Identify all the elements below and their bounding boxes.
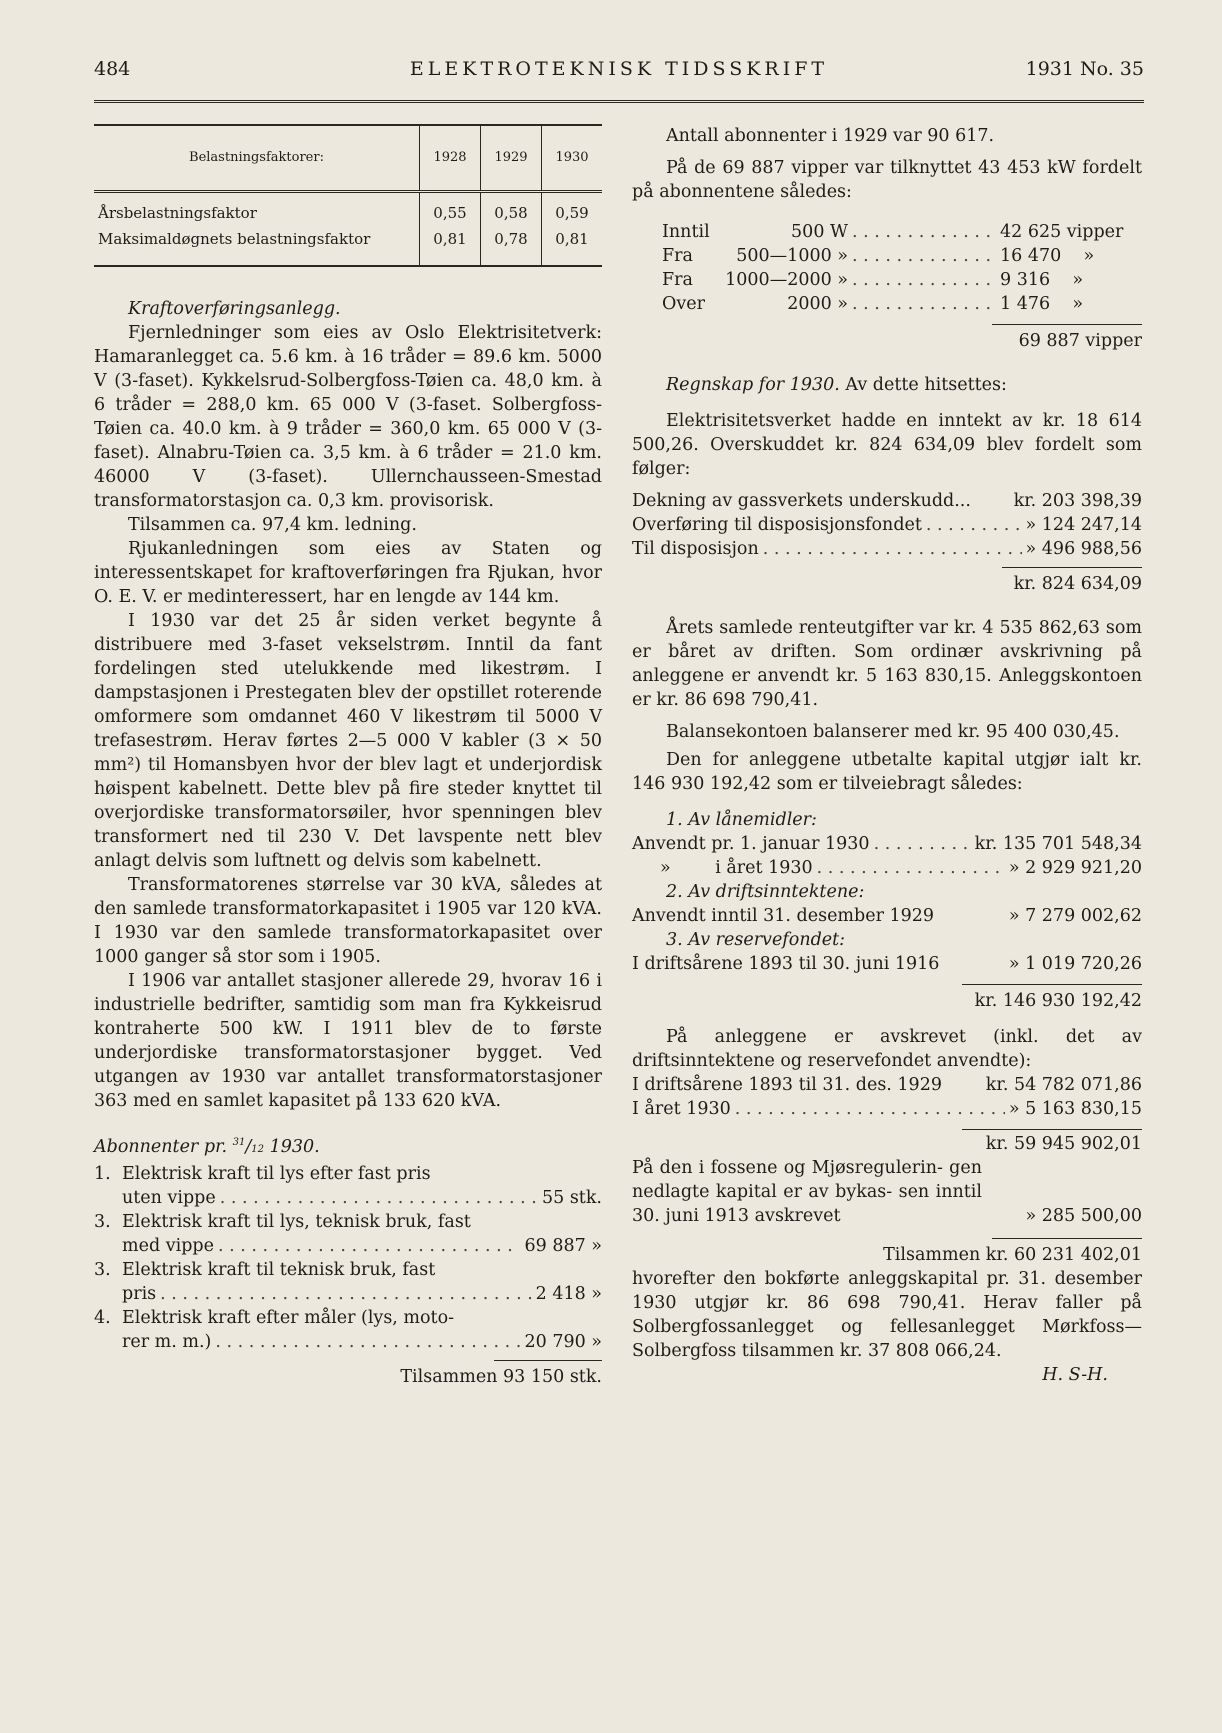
item-number: 3. xyxy=(94,1260,111,1280)
paragraph: Transformatorenes størrelse var 30 kVA, således at den samlede transformatorkapasitet i 1905 var 120 kVA. I 1930 var den samlede transformatorkapasitet over 1000 ganger så stor som i 1905. xyxy=(94,875,602,967)
item-value: 69 887 » xyxy=(524,1236,602,1256)
row-value: 1 476 » xyxy=(1000,294,1084,314)
paragraph: Rjukanledningen som eies av Staten og interessentskapet for kraftoverføringen fra Rjukan, hvor O. E. V. er medinteressert, har en lengde av 144 km. xyxy=(94,539,602,607)
load-factor-table xyxy=(94,124,602,267)
funding-heading: 2. Av driftsinntektene: xyxy=(666,882,865,902)
table-header-year: 1929 xyxy=(481,125,542,192)
table-row xyxy=(632,856,1142,880)
left-column xyxy=(94,124,602,1389)
section-title: Kraftoverføringsanlegg. xyxy=(128,299,341,319)
paragraph: I 1906 var antallet stasjoner allerede 29, hvorav 16 i industrielle bedrifter, samtidig som man fra Kykkeisrud kontraherte 500 kW. I 1911 blev de to første underjordiske transformatorstasjoner bygget. Ved utgangen av 1930 var antallet transformatorstasjoner 363 med en samlet kapasitet på 133 620 kVA. xyxy=(94,971,602,1111)
row-value: 9 316 » xyxy=(1000,270,1084,290)
table-cell: 0,55 xyxy=(420,192,481,226)
page-number: 484 xyxy=(94,58,131,80)
total-rule xyxy=(962,1129,1142,1130)
subscribers-title-text: Abonnenter pr. xyxy=(94,1137,233,1157)
distribution-table xyxy=(632,489,1142,596)
leader-dots xyxy=(160,1282,531,1306)
table-header-row xyxy=(94,125,602,192)
row-label: Fra xyxy=(662,270,693,290)
row-label: I driftsårene 1893 til 30. juni 1916 xyxy=(632,954,940,974)
subscribers-title-year: 1930. xyxy=(264,1137,320,1157)
leader-dots xyxy=(852,268,996,292)
signature: H. S-H. xyxy=(1042,1365,1108,1385)
table-row xyxy=(94,225,602,266)
paragraph: Tilsammen ca. 97,4 km. ledning. xyxy=(128,515,417,535)
vipper-total: 69 887 vipper xyxy=(1018,331,1142,351)
table-row xyxy=(632,513,1142,537)
item-value: 55 stk. xyxy=(541,1188,602,1208)
regnskap-title: Regnskap for 1930. xyxy=(666,375,840,395)
subscribers-total: Tilsammen 93 150 stk. xyxy=(400,1367,602,1387)
row-value: kr. 135 701 548,34 xyxy=(974,834,1142,854)
leader-dots xyxy=(220,1186,538,1210)
row-label: Anvendt inntil 31. desember 1929 xyxy=(632,906,935,926)
row-value: » 5 163 830,15 xyxy=(1008,1099,1142,1119)
total-rule xyxy=(1002,567,1142,568)
table-cell: 0,59 xyxy=(542,192,603,226)
journal-title: ELEKTROTEKNISK TIDSSKRIFT xyxy=(409,58,829,80)
regnskap-rest: Av dette hitsettes: xyxy=(845,375,1007,395)
item-text: rer m. m.) xyxy=(122,1332,212,1352)
subscribers-title xyxy=(94,1135,602,1162)
table-row xyxy=(632,904,1142,928)
grand-total: Tilsammen kr. 60 231 402,01 xyxy=(883,1245,1142,1265)
table-header-label: Belastningsfaktorer: xyxy=(94,125,420,192)
row-label: Til disposisjon xyxy=(632,539,759,559)
writeoff-table xyxy=(632,1073,1142,1156)
table-row-label: Årsbelastningsfaktor xyxy=(98,204,257,222)
writeoffs-total: kr. 59 945 902,01 xyxy=(985,1134,1142,1154)
row-label: Over xyxy=(662,294,705,314)
paragraph: Elektrisitetsverket hadde en inntekt av kr. 18 614 500,26. Overskuddet kr. 824 634,09 blev fordelt som følger: xyxy=(632,411,1142,479)
table-row xyxy=(662,292,1142,316)
item-number: 1. xyxy=(94,1164,111,1184)
row-value: kr. 54 782 071,86 xyxy=(985,1075,1142,1095)
table-row xyxy=(94,192,602,226)
table-row xyxy=(632,1073,1142,1097)
table-cell: 0,78 xyxy=(481,225,542,266)
funding-total: kr. 146 930 192,42 xyxy=(974,991,1142,1011)
table-cell: 0,58 xyxy=(481,192,542,226)
item-value: 2 418 » xyxy=(535,1284,602,1304)
list-item xyxy=(94,1306,602,1354)
table-header-year: 1930 xyxy=(542,125,603,192)
subscribers-title-slash: / xyxy=(245,1137,252,1157)
table-row-label: Maksimaldøgnets belastningsfaktor xyxy=(94,225,420,266)
paragraph: Årets samlede renteutgifter var kr. 4 535 862,63 som er båret av driften. Som ordinær avskrivning på anleggene er anvendt kr. 5 163 830,15. Anleggskontoen er kr. 86 698 790,41. xyxy=(632,618,1142,710)
leader-dots xyxy=(852,292,996,316)
table-row xyxy=(632,537,1142,561)
vipper-table xyxy=(632,220,1142,353)
item-value: 20 790 » xyxy=(524,1332,602,1352)
paragraph: hvorefter den bokførte anleggskapital pr. 31. desember 1930 utgjør kr. 86 698 790,41. Herav faller på Solbergfossanlegget og fellesanlegget Mørkfoss—Solbergfoss tilsammen kr. 37 808 066,24. xyxy=(632,1269,1142,1361)
item-text: Elektrisk kraft efter måler (lys, moto- xyxy=(122,1308,455,1328)
list-item xyxy=(94,1162,602,1210)
table-header-year: 1928 xyxy=(420,125,481,192)
table-row xyxy=(662,220,1142,244)
item-text: Elektrisk kraft til lys, teknisk bruk, fast xyxy=(122,1212,471,1232)
row-label: Inntil xyxy=(662,222,710,242)
row-value: » 496 988,56 xyxy=(1025,539,1142,559)
row-value: » 1 019 720,26 xyxy=(1008,954,1142,974)
funding-table xyxy=(632,808,1142,1013)
row-label: I driftsårene 1893 til 31. des. 1929 xyxy=(632,1075,942,1095)
subscribers-list xyxy=(94,1162,602,1389)
row-range: 2000 » xyxy=(787,294,848,314)
funding-heading: 1. Av lånemidler: xyxy=(666,810,817,830)
leader-dots xyxy=(735,1097,1005,1121)
row-value: kr. 203 398,39 xyxy=(1013,491,1142,511)
paragraph: På de 69 887 vipper var tilknyttet 43 453 kW fordelt på abonnentene således: xyxy=(632,158,1142,202)
row-label: » i året 1930 xyxy=(660,858,813,878)
leader-dots xyxy=(215,1330,520,1354)
list-item xyxy=(94,1258,602,1306)
paragraph: I 1930 var det 25 år siden verket begynte å distribuere med 3-faset vekselstrøm. Inntil da fant fordelingen sted utelukkende med likestrøm. I dampstasjonen i Prestegaten blev der opstillet roterende omformere som omdannet 460 V likestrøm til 5000 V trefasestrøm. Herav førtes 2—5 000 V kabler (3 × 50 mm²) til Homansbyen hvor der blev lagt et underjordisk høispent kabelnett. Dette blev på fire steder knyttet til overjordiske transformatorsøiler, hvor spenningen blev transformert ned til 230 V. Det lavspente nett blev anlagt delvis som luftnett og delvis som kabelnett. xyxy=(94,611,602,871)
distribution-total: kr. 824 634,09 xyxy=(1013,574,1142,594)
item-text: pris xyxy=(122,1284,157,1304)
row-label: I året 1930 xyxy=(632,1099,731,1119)
page-header xyxy=(94,58,1144,92)
item-number: 4. xyxy=(94,1308,111,1328)
table-row xyxy=(662,244,1142,268)
table-row xyxy=(662,268,1142,292)
row-label: Dekning av gassverkets underskudd... xyxy=(632,491,971,511)
total-rule xyxy=(962,984,1142,985)
row-value: 42 625 vipper xyxy=(1000,222,1124,242)
leader-dots xyxy=(852,220,996,244)
total-rule xyxy=(992,1238,1142,1239)
table-cell: 0,81 xyxy=(420,225,481,266)
right-column xyxy=(632,124,1142,1387)
total-rule xyxy=(992,324,1142,325)
subscribers-title-day: 31 xyxy=(232,1137,246,1149)
row-value: » 2 929 921,20 xyxy=(1008,858,1142,878)
leader-dots xyxy=(763,537,1022,561)
leader-dots xyxy=(926,513,1022,537)
row-range: 500—1000 » xyxy=(736,246,848,266)
issue-number: 1931 No. 35 xyxy=(1025,58,1144,80)
item-text: uten vippe xyxy=(122,1188,216,1208)
row-value: 16 470 » xyxy=(1000,246,1095,266)
funding-heading: 3. Av reservefondet: xyxy=(666,930,846,950)
table-row xyxy=(632,1097,1142,1121)
row-value: » 124 247,14 xyxy=(1025,515,1142,535)
bykasse-block xyxy=(632,1156,1142,1228)
subscribers-title-month: 12 xyxy=(251,1144,265,1155)
table-cell: 0,81 xyxy=(542,225,603,266)
paragraph: Den for anleggene utbetalte kapital utgjør ialt kr. 146 930 192,42 som er tilveiebragt således: xyxy=(632,750,1142,794)
row-label: Overføring til disposisjonsfondet xyxy=(632,515,922,535)
table-row xyxy=(632,489,1142,513)
paragraph: På anleggene er avskrevet (inkl. det av driftsinntektene og reservefondet anvendte): xyxy=(632,1027,1142,1071)
item-text: med vippe xyxy=(122,1236,214,1256)
row-range: 1000—2000 » xyxy=(725,270,848,290)
list-item xyxy=(94,1210,602,1258)
paragraph: Balansekontoen balanserer med kr. 95 400 030,45. xyxy=(666,722,1120,742)
item-number: 3. xyxy=(94,1212,111,1232)
item-text: Elektrisk kraft til teknisk bruk, fast xyxy=(122,1260,436,1280)
row-value: » 7 279 002,62 xyxy=(1008,906,1142,926)
leader-dots xyxy=(852,244,996,268)
row-range: 500 W xyxy=(791,222,848,242)
table-row xyxy=(632,952,1142,976)
leader-dots xyxy=(218,1234,521,1258)
regnskap-heading xyxy=(632,373,1142,397)
leader-dots xyxy=(874,832,971,856)
total-rule xyxy=(494,1360,602,1361)
row-value: » 285 500,00 xyxy=(1025,1206,1142,1226)
item-text: Elektrisk kraft til lys efter fast pris xyxy=(122,1164,431,1184)
paragraph: Fjernledninger som eies av Oslo Elektrisitetverk: Hamaranlegget ca. 5.6 km. à 16 tråder = 89.6 km. 5000 V (3-faset). Kykkelsrud-Solbergfoss-Tøien ca. 48,0 km. à 6 tråder = 288,0 km. 65 000 V (3-faset. Solbergfoss-Tøien ca. 40.0 km. à 9 tråder = 360,0 km. 65 000 V (3-faset). Alnabru-Tøien ca. 3,5 km. à 6 tråder = 21.0 km. 46000 V (3-faset). Ullernchausseen-Smestad transformatorstasjon ca. 0,3 km. provisorisk. xyxy=(94,323,602,511)
row-label: Fra xyxy=(662,246,693,266)
paragraph: Antall abonnenter i 1929 var 90 617. xyxy=(666,126,995,146)
paragraph: På den i fossene og Mjøsregulerin- gen nedlagte kapital er av bykas- sen inntil 30. juni 1913 avskrevet xyxy=(632,1158,982,1226)
table-row xyxy=(632,832,1142,856)
row-label: Anvendt pr. 1. januar 1930 xyxy=(632,834,870,854)
header-rule xyxy=(94,100,1144,105)
leader-dots xyxy=(817,856,1005,880)
